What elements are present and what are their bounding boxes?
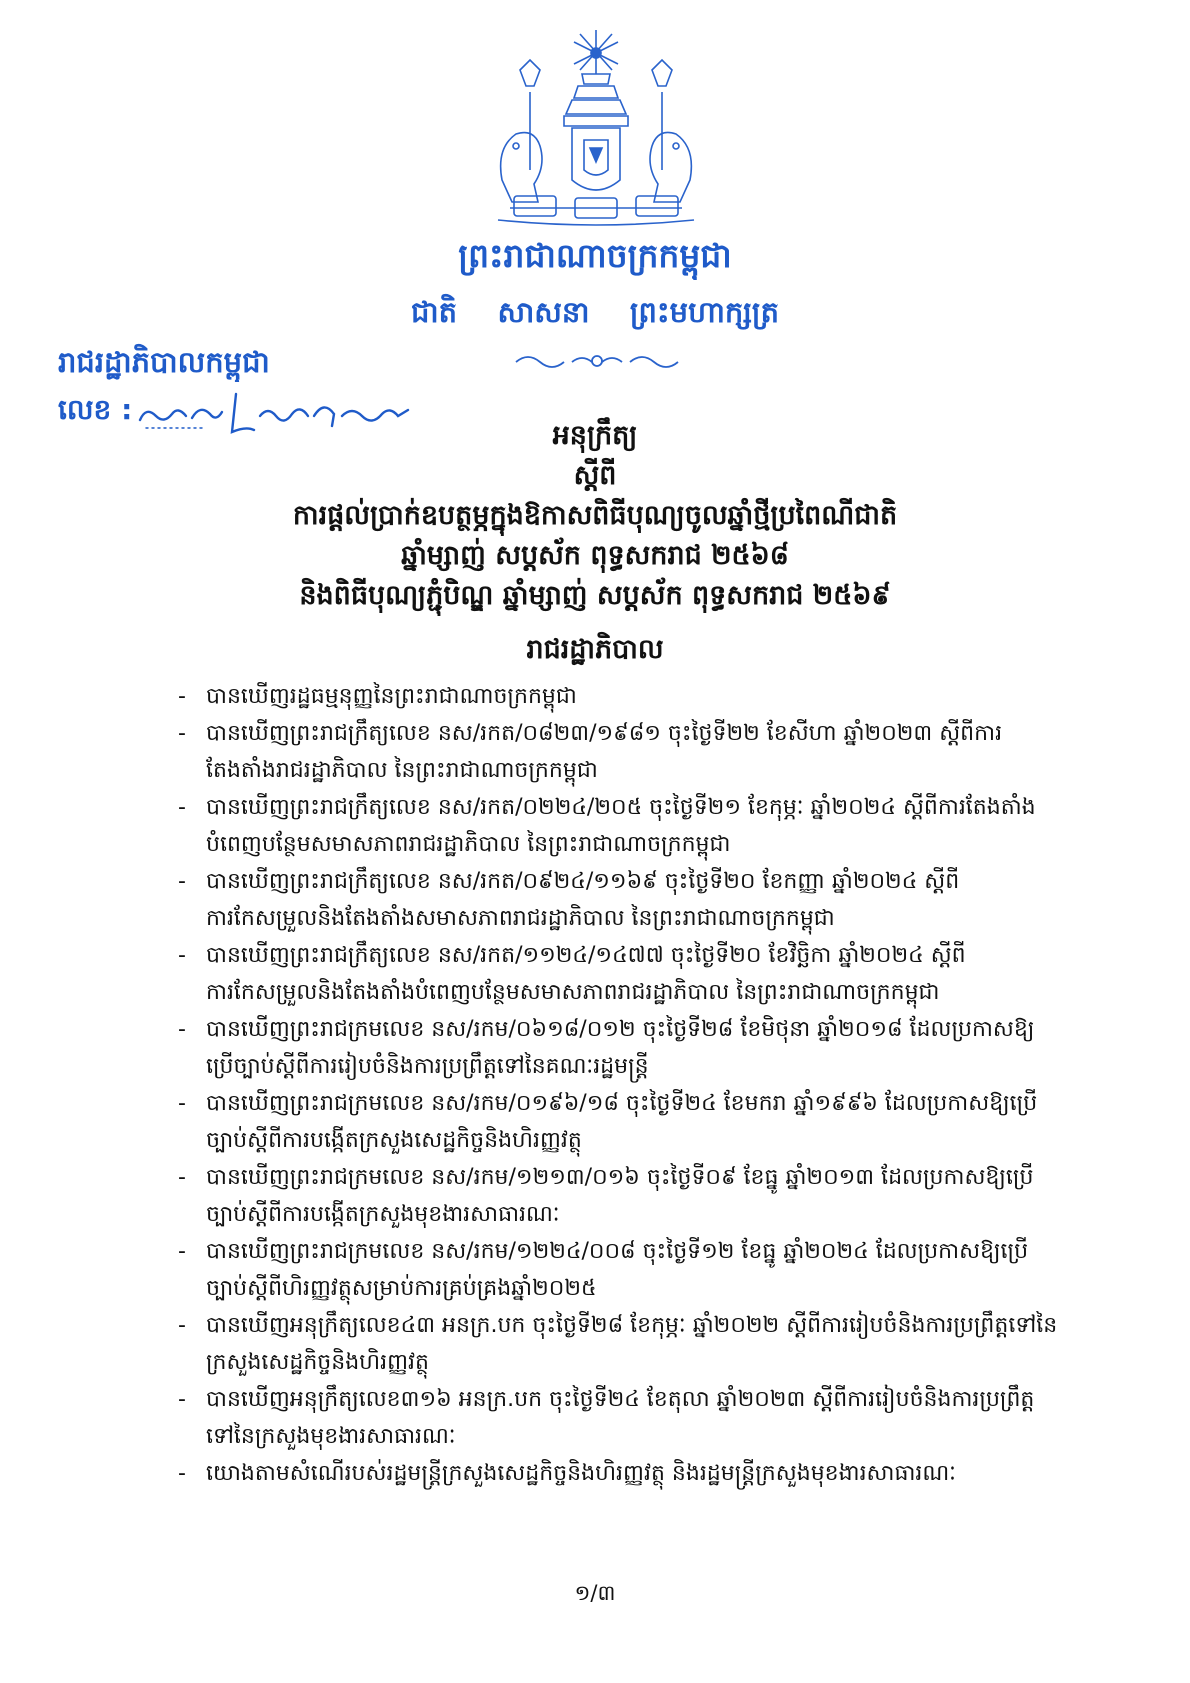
decree-type: អនុក្រឹត្យ xyxy=(552,420,638,451)
list-item: - បានឃើញព្រះរាជក្រឹត្យលេខ នស/រកត/០៨២៣/១៩៨១ ចុះថ្ងៃទី២២ ខែសីហា ឆ្នាំ២០២៣ ស្តីពីការតែងតាំងរាជរដ្ឋាភិបាល នៃព្រះរាជាណាចក្រកម្ពុជា xyxy=(178,721,1003,783)
reference-text: បានឃើញព្រះរាជក្រមលេខ នស/រកម/០១៩៦/១៨ ចុះថ្ងៃទី២៤ ខែមករា ឆ្នាំ១៩៩៦ ដែលប្រកាសឱ្យប្រើច្បាប់ស្តីពីការបង្កើតក្រសួងសេដ្ឋកិច្ចនិងហិរញ្ញវត្ថុ xyxy=(206,1091,1038,1153)
list-item: - បានឃើញអនុក្រឹត្យលេខ៣១៦ អនក្រ.បក ចុះថ្ងៃទី២៤ ខែតុលា ឆ្នាំ២០២៣ ស្តីពីការរៀបចំនិងការប្រព្រឹត្តទៅនៃក្រសួងមុខងារសាធារណៈ xyxy=(178,1387,1035,1449)
list-item: - បានឃើញព្រះរាជក្រឹត្យលេខ នស/រកត/០៩២៤/១១៦៩ ចុះថ្ងៃទី២០ ខែកញ្ញា ឆ្នាំ២០២៤ ស្តីពីការកែសម្រួលនិងតែងតាំងសមាសភាពរាជរដ្ឋាភិបាល នៃព្រះរាជាណាចក្រកម្ពុជា xyxy=(178,869,960,931)
reference-text: បានឃើញព្រះរាជក្រមលេខ នស/រកម/១២១៣/០១៦ ចុះថ្ងៃទី០៩ ខែធ្នូ ឆ្នាំ២០១៣ ដែលប្រកាសឱ្យប្រើច្បាប់ស្តីពីការបង្កើតក្រសួងមុខងារសាធារណៈ xyxy=(206,1165,1034,1227)
kingdom-name: ព្រះរាជាណាចក្រកម្ពុជា xyxy=(458,236,732,275)
royal-coat-of-arms-icon xyxy=(490,30,702,228)
issuing-authority: រាជរដ្ឋាភិបាលកម្ពុជា xyxy=(58,345,270,379)
divider-ornament-icon xyxy=(512,350,682,372)
reference-text: បានឃើញព្រះរាជក្រមលេខ នស/រកម/០៦១៨/០១២ ចុះថ្ងៃទី២៨ ខែមិថុនា ឆ្នាំ២០១៨ ដែលប្រកាសឱ្យប្រើច្បាប់ស្តីពីការរៀបចំនិងការប្រព្រឹត្តទៅនៃគណៈរដ្ឋមន្ត្រី xyxy=(206,1017,1035,1079)
reference-text: បានឃើញអនុក្រឹត្យលេខ៤៣ អនក្រ.បក ចុះថ្ងៃទី២៨ ខែកុម្ភៈ ឆ្នាំ២០២២ ស្តីពីការរៀបចំនិងការប្រព្រឹត្តទៅនៃក្រសួងសេដ្ឋកិច្ចនិងហិរញ្ញវត្ថុ xyxy=(206,1313,1058,1375)
decree-on: ស្តីពី xyxy=(573,460,617,491)
list-item: - បានឃើញព្រះរាជក្រមលេខ នស/រកម/១២១៣/០១៦ ចុះថ្ងៃទី០៩ ខែធ្នូ ឆ្នាំ២០១៣ ដែលប្រកាសឱ្យប្រើច្បាប់ស្តីពីការបង្កើតក្រសួងមុខងារសាធារណៈ xyxy=(178,1165,1034,1227)
list-item: - បានឃើញព្រះរាជក្រមលេខ នស/រកម/០១៩៦/១៨ ចុះថ្ងៃទី២៤ ខែមករា ឆ្នាំ១៩៩៦ ដែលប្រកាសឱ្យប្រើច្បាប់ស្តីពីការបង្កើតក្រសួងសេដ្ឋកិច្ចនិងហិរញ្ញវត្ថុ xyxy=(178,1091,1038,1153)
list-item: - បានឃើញព្រះរាជក្រមលេខ នស/រកម/១២២៤/០០៨ ចុះថ្ងៃទី១២ ខែធ្នូ ឆ្នាំ២០២៤ ដែលប្រកាសឱ្យប្រើច្បាប់ស្តីពីហិរញ្ញវត្ថុសម្រាប់ការគ្រប់គ្រងឆ្នាំ២០២៥ xyxy=(178,1239,1029,1301)
list-item: - បានឃើញអនុក្រឹត្យលេខ៤៣ អនក្រ.បក ចុះថ្ងៃទី២៨ ខែកុម្ភៈ ឆ្នាំ២០២២ ស្តីពីការរៀបចំនិងការប្រព្រឹត្តទៅនៃក្រសួងសេដ្ឋកិច្ចនិងហិរញ្ញវត្ថុ xyxy=(178,1313,1058,1375)
reference-text: បានឃើញព្រះរាជក្រឹត្យលេខ នស/រកត/១១២៤/១៤៧៧ ចុះថ្ងៃទី២០ ខែវិច្ឆិកា ឆ្នាំ២០២៤ ស្តីពីការកែសម្រួលនិងតែងតាំងបំពេញបន្ថែមសមាសភាពរាជរដ្ឋាភិបាល នៃព្រះរាជាណាចក្រកម្ពុជា xyxy=(206,943,966,1005)
motto-king: ព្រះមហាក្សត្រ xyxy=(629,295,779,329)
legal-references-list xyxy=(178,678,1058,1492)
reference-number-label: លេខ : xyxy=(58,393,133,426)
motto-religion: សាសនា xyxy=(497,295,590,329)
list-item: - បានឃើញរដ្ឋធម្មនុញ្ញនៃព្រះរាជាណាចក្រកម្ពុជា xyxy=(178,684,577,709)
decree-subject-line-3: និងពិធីបុណ្យភ្ជុំបិណ្ឌ ឆ្នាំម្សាញ់ សប្តស័ក ពុទ្ធសករាជ ២៥៦៩ xyxy=(299,580,891,611)
reference-text: បានឃើញអនុក្រឹត្យលេខ៣១៦ អនក្រ.បក ចុះថ្ងៃទី២៤ ខែតុលា ឆ្នាំ២០២៣ ស្តីពីការរៀបចំនិងការប្រព្រឹត្តទៅនៃក្រសួងមុខងារសាធារណៈ xyxy=(206,1387,1035,1449)
government-heading: រាជរដ្ឋាភិបាល xyxy=(526,634,664,665)
reference-text: បានឃើញរដ្ឋធម្មនុញ្ញនៃព្រះរាជាណាចក្រកម្ពុជា xyxy=(206,684,577,709)
list-item: - បានឃើញព្រះរាជក្រឹត្យលេខ នស/រកត/០២២៤/២០៥ ចុះថ្ងៃទី២១ ខែកុម្ភៈ ឆ្នាំ២០២៤ ស្តីពីការតែងតាំងបំពេញបន្ថែមសមាសភាពរាជរដ្ឋាភិបាល នៃព្រះរាជាណាចក្រកម្ពុជា xyxy=(178,795,1036,857)
national-motto xyxy=(300,290,890,334)
page-number: ១/៣ xyxy=(574,1581,616,1605)
reference-text: បានឃើញព្រះរាជក្រឹត្យលេខ នស/រកត/០៨២៣/១៩៨១ ចុះថ្ងៃទី២២ ខែសីហា ឆ្នាំ២០២៣ ស្តីពីការតែងតាំងរាជរដ្ឋាភិបាល នៃព្រះរាជាណាចក្រកម្ពុជា xyxy=(206,721,1003,783)
list-item: - បានឃើញព្រះរាជក្រមលេខ នស/រកម/០៦១៨/០១២ ចុះថ្ងៃទី២៨ ខែមិថុនា ឆ្នាំ២០១៨ ដែលប្រកាសឱ្យប្រើច្បាប់ស្តីពីការរៀបចំនិងការប្រព្រឹត្តទៅនៃគណៈរដ្ឋមន្ត្រី xyxy=(178,1017,1035,1079)
list-item: - បានឃើញព្រះរាជក្រឹត្យលេខ នស/រកត/១១២៤/១៤៧៧ ចុះថ្ងៃទី២០ ខែវិច្ឆិកា ឆ្នាំ២០២៤ ស្តីពីការកែសម្រួលនិងតែងតាំងបំពេញបន្ថែមសមាសភាពរាជរដ្ឋាភិបាល នៃព្រះរាជាណាចក្រកម្ពុជា xyxy=(178,943,966,1005)
reference-text: យោងតាមសំណើរបស់រដ្ឋមន្ត្រីក្រសួងសេដ្ឋកិច្ចនិងហិរញ្ញវត្ថុ និងរដ្ឋមន្ត្រីក្រសួងមុខងារសាធារណៈ xyxy=(206,1461,956,1486)
reference-text: បានឃើញព្រះរាជក្រឹត្យលេខ នស/រកត/០២២៤/២០៥ ចុះថ្ងៃទី២១ ខែកុម្ភៈ ឆ្នាំ២០២៤ ស្តីពីការតែងតាំងបំពេញបន្ថែមសមាសភាពរាជរដ្ឋាភិបាល នៃព្រះរាជាណាចក្រកម្ពុជា xyxy=(206,795,1036,857)
reference-text: បានឃើញព្រះរាជក្រឹត្យលេខ នស/រកត/០៩២៤/១១៦៩ ចុះថ្ងៃទី២០ ខែកញ្ញា ឆ្នាំ២០២៤ ស្តីពីការកែសម្រួលនិងតែងតាំងសមាសភាពរាជរដ្ឋាភិបាល នៃព្រះរាជាណាចក្រកម្ពុជា xyxy=(206,869,960,931)
decree-subject-line-1: ការផ្តល់ប្រាក់ឧបត្ថម្ភក្នុងឱកាសពិធីបុណ្យចូលឆ្នាំថ្មីប្រពៃណីជាតិ xyxy=(292,500,898,531)
list-item: - យោងតាមសំណើរបស់រដ្ឋមន្ត្រីក្រសួងសេដ្ឋកិច្ចនិងហិរញ្ញវត្ថុ និងរដ្ឋមន្ត្រីក្រសួងមុខងារសាធារណៈ xyxy=(178,1461,956,1486)
motto-nation: ជាតិ xyxy=(411,295,458,329)
decree-subject-line-2: ឆ្នាំម្សាញ់ សប្តស័ក ពុទ្ធសករាជ ២៥៦៨ xyxy=(401,540,789,571)
decree-title-block xyxy=(180,416,1010,616)
reference-text: បានឃើញព្រះរាជក្រមលេខ នស/រកម/១២២៤/០០៨ ចុះថ្ងៃទី១២ ខែធ្នូ ឆ្នាំ២០២៤ ដែលប្រកាសឱ្យប្រើច្បាប់ស្តីពីហិរញ្ញវត្ថុសម្រាប់ការគ្រប់គ្រងឆ្នាំ២០២៥ xyxy=(206,1239,1029,1301)
